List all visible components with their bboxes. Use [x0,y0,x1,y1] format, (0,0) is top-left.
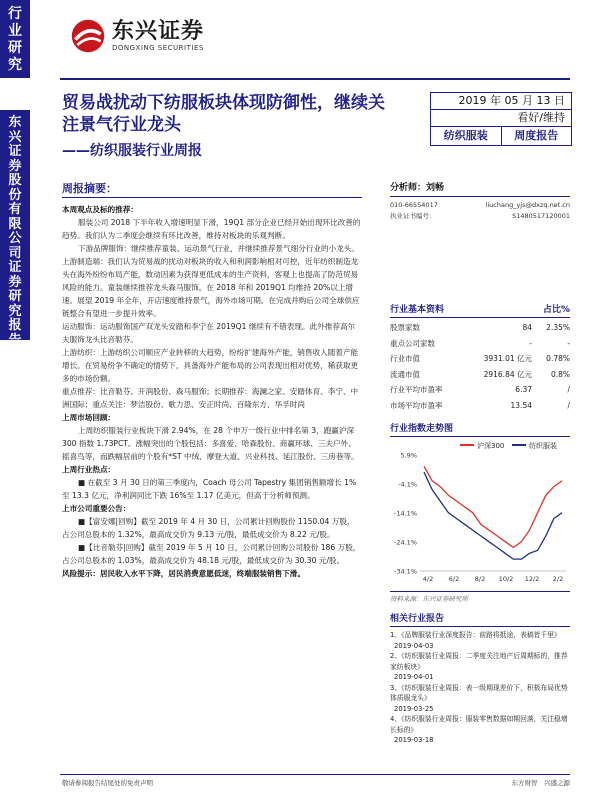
body-paragraph: ■【富安娜|回购】截至 2019 年 4 月 30 日，公司累计回购股份 1150.04 万股，占公司总股本的 1.32%，最高成交价为 9.13 元/股，最低成交价为 8.22 元/股。 [62,517,355,539]
industry-pct-cell: / [567,385,570,395]
company-logo [70,18,204,54]
report-date: 2019 年 05 月 13 日 [431,93,571,110]
summary-divider [62,197,362,198]
related-report-date: 2019-04-01 [394,673,434,681]
report-subtitle: ——纺织服装行业周报 [62,143,202,159]
industry-pct-cell: / [567,400,570,410]
legend-label: 纺织服装 [529,442,557,450]
analyst-divider [390,196,570,197]
body-paragraph: 上游纺织：上游纺织公司顺应产业转移的大趋势，纷纷扩建海外产能，销售收入随着产能增长。在贸易纷争不确定的情势下，具备海外产能布局的公司表现出相对优势，稀获取更多的市场份额。 [62,348,359,383]
industry-value-cell: 6.37 [515,385,532,395]
industry-pct-cell: - [567,338,570,348]
summary-body [62,203,362,580]
table-row [390,382,570,398]
industry-label-cell: 行业平均市盈率 [390,385,443,395]
related-reports-heading: 相关行业报告 [390,611,570,627]
related-reports-list [390,630,570,746]
x-tick-label: 10/2 [498,575,514,583]
analyst-block [390,180,570,222]
industry-data-header [390,302,570,318]
sidebar-company-label: 东兴证券股份有限公司证券研究报告 [8,115,22,348]
industry-data-title: 行业基本资料 [390,305,445,315]
table-row [390,320,570,336]
industry-pct-cell: 2.35% [546,323,570,333]
cert-number: S1480517120001 [512,212,570,220]
chart-title: 行业指数走势图 [390,421,570,437]
analyst-name: 分析师：刘畅 [390,183,445,193]
analyst-email: liuchang_yjs@dxzq.net.cn [485,201,570,209]
sidebar-company [0,110,30,348]
body-paragraph: 下游品牌服饰：继续推荐童装、运动景气行业，并继续推荐景气细分行业的小龙头。上游制造端：我们认为贸易战的扰动对板块的收入和利润影响相对可控，近年纺织制造龙头在海外纷纷布局产能，数动因素为获得更低成本的生产资料，客观上也提高了防范贸易风险的能力。童装继续推荐龙头森马服饰。在 2018 年和 2019Q1 均维持 20%以上增速。展望 2019 年全年，开店速度维持景气，海外市场可期。在完成并购后公司全球供应链整合有望进一步提升效率。 [62,244,360,318]
x-tick-label: 8/2 [474,575,486,583]
sidebar-category-label: 行业研究 [8,6,22,73]
related-report-title[interactable]: 1、《品牌服装行业深度报告：前路将抵途，表稿皆千里》 [390,631,561,639]
body-paragraph: ■ 在截至 3 月 30 日的第三季度内，Coach 母公司 Tapestry 集团销售额增长 1%至 13.3 亿元，净利润同比下跌 16%至 1.17 亿美元，但高于分析师预测。 [62,478,357,500]
index-chart-block [390,421,570,603]
section-heading: 本周观点及标的推荐： [62,205,138,214]
related-report-title[interactable]: 3、《纺织服装行业周报：表一级期现差价下，积极布局优势体质服龙头》 [390,683,568,702]
industry-label-cell: 重点公司家数 [390,338,435,348]
right-column [390,180,570,746]
industry-value-cell: 13.54 [510,400,532,410]
industry-pct-cell: 0.78% [546,354,570,364]
section-heading: 上市公司重要公告： [62,504,131,513]
related-report-title[interactable]: 2、《纺织服装行业周报：二季度关注地产后周期标的，推荐家纺板块》 [390,652,568,671]
y-tick-label: -4.1% [398,480,417,489]
section-heading: 上周市场回顾： [62,413,116,422]
table-row [390,367,570,383]
report-type-tag: 周度报告 [514,129,559,142]
sidebar-category [0,0,30,78]
footer-slogan: 东方财智 兴盛之源 [511,779,570,787]
footer-disclaimer: 敬请参阅报告结尾处的免责声明 [62,779,153,787]
section-heading: 上周行业热点： [62,465,116,474]
related-report-title[interactable]: 4、《纺织服装行业周报：服装零售数据如期回落，关注稳增长标的》 [390,715,568,734]
industry-data-pct-head: 占比% [542,305,570,315]
footer-divider [60,774,570,775]
industry-label-cell: 市场平均市盈率 [390,400,443,410]
rating: 看好/维持 [431,110,571,127]
industry-data-table [390,320,570,413]
y-tick-label: 5.9% [400,451,417,460]
section-heading: 风险提示：居民收入水平下降，居民消费意愿低迷，终端服装销售下滑。 [62,569,305,578]
summary-heading: 周报摘要： [62,182,117,195]
industry-value-cell: 3931.01 亿元 [483,354,532,364]
table-row [390,336,570,352]
body-paragraph: 上周纺织服装行业板块下滑 2.94%，在 28 个申万一级行业中排名第 3，跑赢沪深 300 指数 1.73PCT。涨幅突出的个股包括：多喜爱、哈森股份、商赢环球、三夫户外、摇喜鸟等，而跌幅居前的个股有*ST 中绒、摩登大道、兴业科技、延江股份、三房巷等。 [62,426,359,461]
chart-source: 资料来源：东兴证券研究所 [390,591,570,603]
industry-value-cell: 84 [522,323,532,333]
x-tick-label: 12/2 [524,575,540,583]
industry-value-cell: 2916.84 亿元 [483,369,532,379]
index-trend-chart [390,437,570,587]
series-line-纺织服装 [424,472,562,559]
legend-label: 沪深300 [477,442,505,450]
cert-label: 执业证书编号： [390,212,436,220]
industry-pct-cell: 0.8% [550,369,570,379]
logo-emblem-icon [70,18,106,54]
x-tick-label: 6/2 [448,575,460,583]
report-title: 贸易战扰动下纺服板块体现防御性，继续关注景气行业龙头 [62,93,385,135]
table-row [390,351,570,367]
sidebar [0,0,30,800]
related-report-date: 2019-04-03 [394,641,434,650]
industry-label-cell: 股票家数 [390,323,420,333]
logo-cn: 东兴证券 [112,19,205,44]
x-tick-label: 2/2 [552,575,564,583]
report-info-box [430,92,572,146]
related-report-date: 2019-03-18 [394,736,434,744]
y-tick-label: -34.1% [394,567,417,576]
table-row [390,398,570,414]
y-tick-label: -14.1% [394,509,417,518]
body-paragraph: 重点推荐：比音勒芬、开润股份、森马服饰；长期推荐：海澜之家、安踏体育、李宁、中洲国际；重点关注：梦洁股份、歌力思、安正时尚、百隆东方、华孚时尚 [62,387,359,409]
industry-tag: 纺织服装 [431,127,502,145]
y-tick-label: -24.1% [394,538,417,547]
related-report-date: 2019-03-25 [394,704,434,713]
body-paragraph: ■【比音勒芬|回购】截至 2019 年 5 月 10 日，公司累计回购公司股份 186 万股，占公司总股本的 1.03%，最高成交价为 48.18 元/股，最低成交价为 30.30 元/股。 [62,543,361,565]
industry-label-cell: 行业市值 [390,354,420,364]
x-tick-label: 4/2 [422,575,434,583]
body-paragraph: 服装公司 2018 下半年收入增速明显下滑，19Q1 部分企业已经开始出现环比改善的趋势。我们认为二季度会继续有环比改善，维持对板块的乐观判断。 [62,218,361,240]
industry-label-cell: 流通市值 [390,369,420,379]
header-divider [60,78,570,80]
industry-value-cell: - [529,338,532,348]
body-paragraph: 运动服饰：运动服饰国产双龙头安踏和李宁在 2019Q1 继续有不错表现。此外推荐高尔夫服饰龙头比音勒芬。 [62,322,356,344]
logo-en: DONGXING SECURITIES [112,44,204,52]
analyst-phone: 010-66554017 [390,201,438,209]
